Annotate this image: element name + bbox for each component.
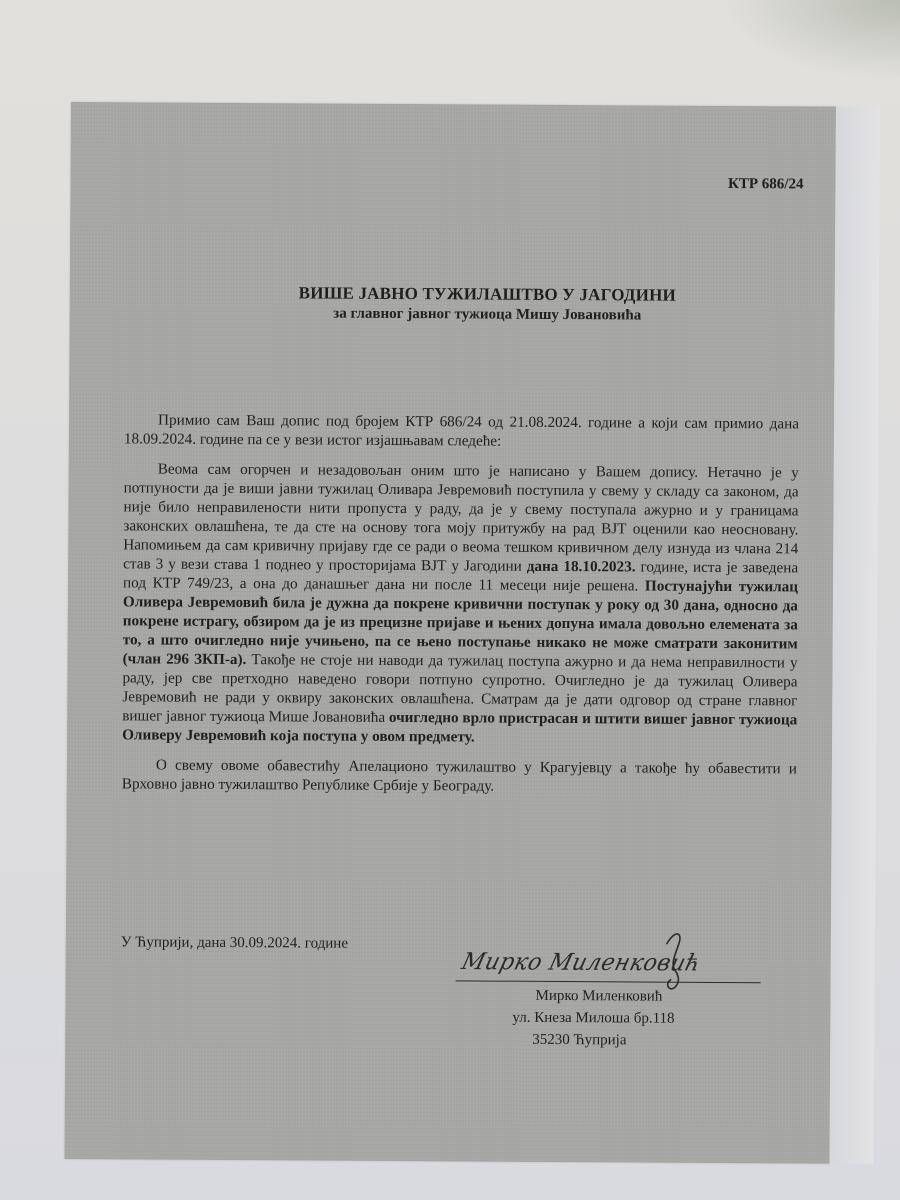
paragraph-text: О свему овоме обавестићу Апелационо тужилаштво у Крагујевцу а такође ћу обавестити и Врховно јавно тужилаштво Републике Србије у Београду. <box>121 756 797 795</box>
recipient-line: за главног јавног тужиоца Мишу Јовановића <box>333 305 642 324</box>
paragraph-text: Такође не стоје ни наводи да тужилац поступа ажурно и да нема неправилности у раду, јер све претходно наведено говори потпуно супротно. Очигледно је да тужилац Оливера Јевремовић не ради у оквиру законских овлашћена. Сматрам да је дати одговор од стране главног вишег јавног тужиоца Мише Јовановића <box>122 651 798 726</box>
handwritten-signature: Мирко Миленковић <box>458 949 704 977</box>
case-number: КТР 686/24 <box>727 176 804 193</box>
signer-name: Мирко Миленковић <box>535 987 663 1005</box>
paragraph-text: Веома сам огорчен и незадовољан оним што је написано у Вашем допису. Нетачно је у потпуности да је виши јавни тужилац Оливара Јевремовић поступила у свему у складу са законом, да није било неправилености нити пропуста у раду, да је у свему поступала ажурно и у границама законских овлашћена, те да сте на основу тога моју притужбу на рад ВЈТ оценили као неосновану. Напомињем да сам кривичну пријаву где се ради о веома тешком кривичном делу изнуда из члана 214 став 3 у вези става 1 поднео у просторијама ВЈТ у Јагодини <box>123 460 799 575</box>
document-page <box>65 102 836 1164</box>
signature-line <box>456 980 761 983</box>
emphasized-text: очигледно врло пристрасан и штити вишег јавног тужиоца Оливеру Јевремовић која поступа у овом предмету. <box>122 708 798 746</box>
document-header <box>70 282 835 326</box>
paragraph-text: Примио сам Ваш допис под бројем КТР 686/24 од 21.08.2024. године а који сам примио дана 18.09.2024. године па се у вези истог изјашњавам следеће: <box>123 411 800 450</box>
signer-address: ул. Кнеза Милоша бр.118 <box>512 1009 675 1027</box>
emphasized-text: Постунајући тужилац Оливера Јевремовић била је дужна да покрене кривични поступак у року од 30 дана, односно да покрене истрагу, обзиром да је из прецизне пријаве и њених допуна имала довољно елемената за то, а што очигледно није учињено, па се њено поступање никако не може сматрати законитим (члан 296 ЗКП-а). <box>122 577 799 669</box>
letter-body <box>122 410 799 808</box>
paragraph-2 <box>122 459 799 748</box>
page-edge <box>830 107 880 1164</box>
signer-city: 35230 Ћуприја <box>532 1031 627 1049</box>
paragraph-3 <box>122 755 797 797</box>
background-shadow <box>720 0 900 80</box>
signature-block <box>450 922 771 1054</box>
emphasized-text: дана 18.10.2023. <box>526 557 636 576</box>
paragraph-1 <box>124 410 799 452</box>
place-and-date: У Ћуприји, дана 30.09.2024. године <box>120 934 349 952</box>
paragraph-text: године, иста је заведена под КТР 749/23, а она до данашњег дана ни после 11 месеци није решена. <box>123 558 799 595</box>
institution-title: ВИШЕ ЈАВНО ТУЖИЛАШТВО У ЈАГОДИНИ <box>298 283 677 305</box>
